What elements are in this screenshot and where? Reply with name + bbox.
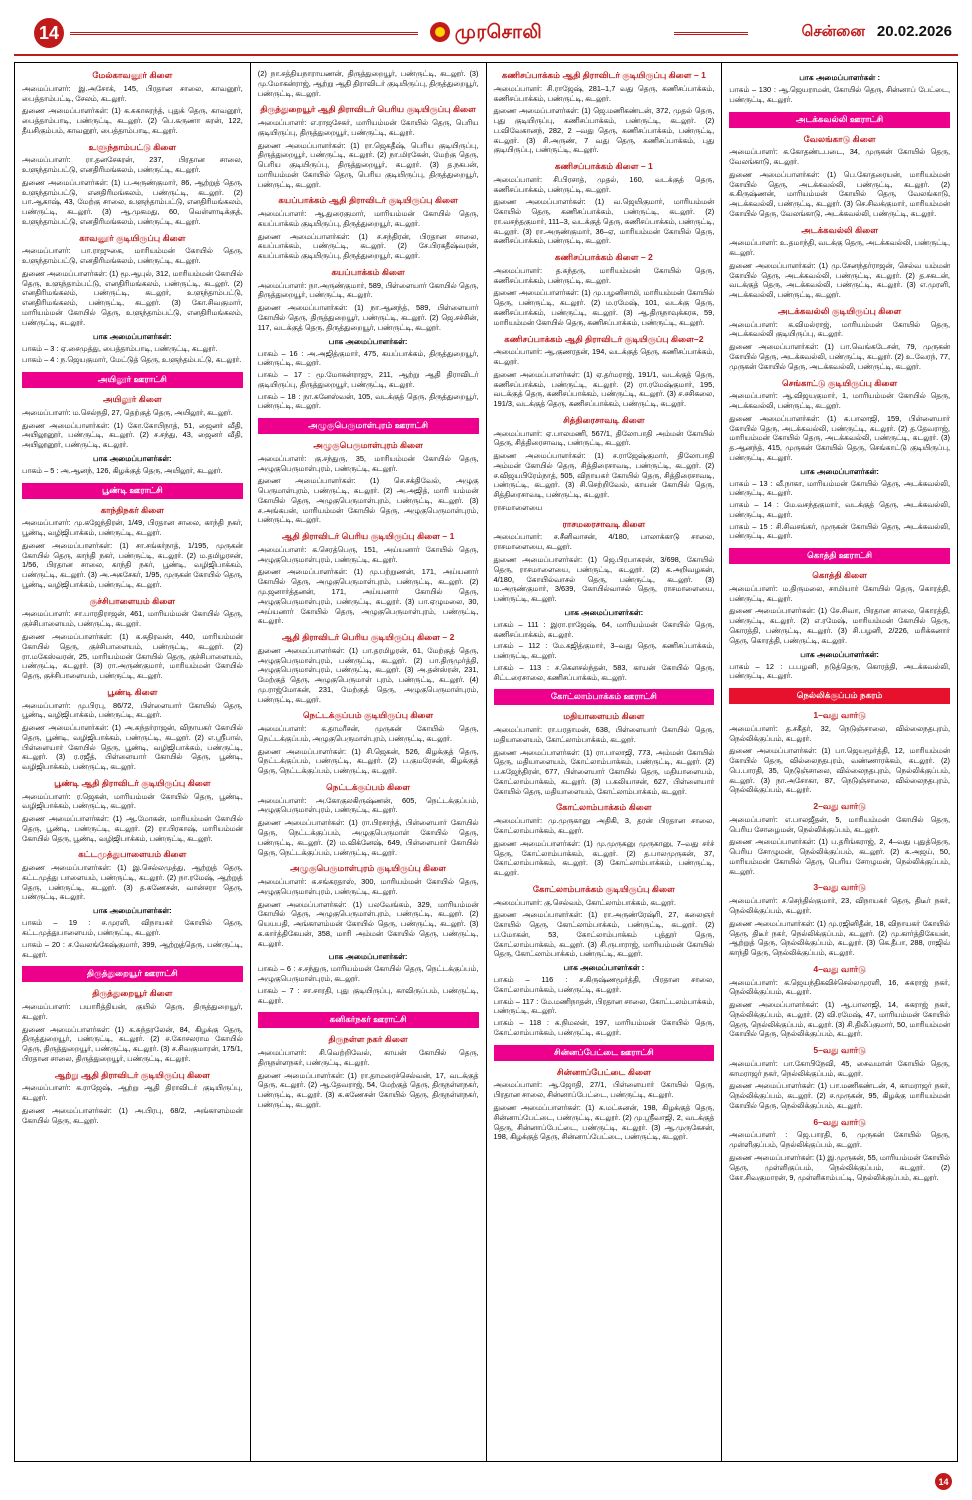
organizer-paragraph: அமைப்பாளர்: க.விமல்ராஜ், மாரியம்மன் கோயில் தெரு, அடக்கவல்லி குடியிருப்பு, கடலூர். [729,319,950,339]
organizer-paragraph: துணை அமைப்பாளர்கள்: (1) ரா.பிரசாந்த், பிள்ளையார் கோயில் தெரு, நெட்டக்குப்பம், அழுகுபெருமாள் கோயில் தெரு, பண்ருட்டி, கடலூர். (2) ம.விக்னேஷ், 649, பிள்ளையார் கோயில் தெரு, நெட்டக்குப்பம், பண்ருட்டி, கடலூர். [257,818,479,857]
ward-organizer-line: பாகம் – 14 : மே.வசந்தகுமார், வடக்குத் தெரு, அடக்கவல்லி, பண்ருட்டி, கடலூர். [729,500,950,519]
section-heading: காவனூர் குடியிருப்பு கிளை [79,232,186,243]
organizer-paragraph: துணை அமைப்பாளர்கள்: (1) ச.ராஜேஷ்குமார், திலோபாதி அம்மன் கோயில் தெரு, சித்திரைசாவடி, பண்ருட்டி, கடலூர். (2) ச.விஜயபிரேம்நாத், 505, விநாயகர் கோயில் தெரு, சித்திரைசாவடி, பண்ருட்டி, கடலூர். (3) சி.செற்றிவேல், காயன் கோயில் தெரு, சித்திரைசாவடி, பண்ருட்டி, கடலூர். [493,451,715,500]
section-heading: செங்காட்டு குடியிருப்பு கிளை [782,377,898,388]
organizer-paragraph: அமைப்பாளர்: பா.கோபிநேவி, 45, சைவமான் கோயில் தெரு, காமராஜர் நகர், நெல்லிக்குப்பம், கடலூர். [729,1058,950,1078]
ward-organizer-line: பாகம் – 12 : ப.பழனி, நடுத்தெரு, கொரத்தி, அடக்கவல்லி, பண்ருட்டி, கடலூர். [729,661,950,681]
organizer-paragraph: துணை அமைப்பாளர்கள்: (1) வ.ஜெயிகுமார், மாரியம்மன் கோயில் தெரு, கணிசப்பாக்கம், பண்ருட்டி, கடலூர். (2) ரா.வசந்தகுமார், 111–3, வடக்குத் தெரு, கணிசப்பாக்கம், பண்ருட்டி, கடலூர். (3) ரா.அருண்குமார், 36–ஏ, மாரியம்மன் கோயில் தெரு, கணிசப்பாக்கம், பண்ருட்டி, கடலூர். [493,197,715,246]
organizer-paragraph: துணை அமைப்பாளர்கள்: (1) ஏ.தர்மராஜ், 191/1, வடக்குத் தெரு, கணிசப்பாக்கம், பண்ருட்டி, கடலூர். (2) ரா.ரமேஷ்குமார், 195, வடக்குத் தெரு, கணிசப்பாக்கம், பண்ருட்டி, கடலூர். (3) ச.சசிகலை, 191/3, வடக்குத் தெரு, கணிசப்பாக்கம், பண்ருட்டி, கடலூர். [493,369,715,409]
column-2 [250,63,486,1461]
organizer-paragraph: துணை அமைப்பாளர்கள்: (1) மு.முருகனு முருகானு, 7–வது சர்ச் தெரு, கோட்லாம்பாக்கம், கடலூர். (2) த.பாலமுருகன், 37, கோட்லாம்பாக்கம், கடலூர். (3) கோட்லாம்பாக்கம், பண்ருட்டி, கடலூர். [493,838,715,878]
ward-organizer-line: பாகம் – 111 : இரா.ராஜேஷ், 64, மாரியம்மன் கோயில் தெரு, கணிசப்பாக்கம், கடலூர். [493,619,715,639]
ward-organizer-line: பாகம் – 16 : அ.அஜித்குமார், 475, கயப்பாக்கம், திருத்துறையூர், பண்ருட்டி, கடலூர். [257,348,479,368]
organizer-paragraph: துணை அமைப்பாளர்கள்: (1) பெ.கோதரையன், மாரியம்மன் கோயில் தெரு, அடக்கவல்லி, பண்ருட்டி, கடலூர். (2) க.கிருஷ்ணன், மாரியம்மன் கோயில் தெரு, வேலங்காடு, அடக்கவல்லி, பண்ருட்டி, கடலூர். (3) செ.சிவக்குமார், மாரியம்மன் கோயில் தெரு, வேலங்காடு, அடக்கவல்லி, பண்ருட்டி, கடலூர். [729,169,950,218]
ward-organizer-line: பாகம் – 7 : சா.சாரதி, புது குடியிருப்பு, காவிருப்பம், பண்ருட்டி, கடலூர். [257,985,479,1005]
organizer-paragraph: துணை அமைப்பாளர்கள்: (1) நா.ஆனந்த், 589, பிள்ளையார் கோயில் தெரு, திருத்துறையூர், பண்ருட்டி, கடலூர். (2) ஜெ.சச்சின், 117, வடக்குத் தெரு, திருத்துறையூர், பண்ருட்டி, கடலூர். [257,303,479,332]
organizer-paragraph: துணை அமைப்பாளர்கள்: (1) க.சுந்தரலேன், 84, கிழக்கு தெரு, திருத்துறையூர், பண்ருட்டி, கடலூர். (2) ச.கோசலராம கோயில் தெரு, திருத்துறையூர், பண்ருட்டி, கடலூர். (3) ச.சிவகுமாரன், 175/1, பிரதான சாலை, திருத்துறையூர், பண்ருட்டி, கடலூர். [22,1024,243,1063]
organizer-paragraph: துணை அமைப்பாளர்கள்: (1) க.மட்சுனன், 198, கிழக்குத் தெரு, சின்னாப்பேட்டை, பண்ருட்டி, கடலூர். (2) மு.ஸ்ரீவாஜி, 2, வடக்குத் தெரு, சின்னாப்பேட்டை, பண்ருட்டி, கடலூர். (3) ஆ.முருகேசன், 198, கிழக்குத் தெரு, சின்னாப்பேட்டை, பண்ருட்டி, கடலூர். [493,1103,715,1142]
section-heading: திருநள்ள நகர் கிளை [328,1034,408,1045]
organizer-paragraph: அமைப்பாளர்: க.ராஜேஷ், ஆற்று ஆதி திராவிடர் குடியிருப்பு, கடலூர். [22,1083,243,1103]
panchayat-banner-heading: அயிலூர் ஊராட்சி [22,372,243,388]
organizer-paragraph: அமைப்பாளர்: எ.பாலஜீதன், 5, மாரியம்மன் கோயில் தெரு, பெரிய சோழைமன், நெல்லிக்குப்பம், கடலூர். [729,814,950,834]
organizer-paragraph: அமைப்பாளர்: க.செரத்பெரு, 151, அய்யனார் கோயில் தெரு, அழுகுபெருமாள்புரம், பண்ருட்டி, கடலூர். [257,544,479,564]
organizer-paragraph: துணை அமைப்பாளர்கள்: (1) ரா.தாமரைச்செல்வன், 17, வடக்குத் தெரு, கடலூர். (2) ஆ.தேவராஜ், 54, மேற்குத் தெரு, திருநள்ளநகர், பண்ருட்டி, கடலூர். (3) க.கணேசன் கோயில் தெரு, திருநள்ளநகர், பண்ருட்டி, கடலூர். [257,1070,479,1109]
organizer-paragraph: துணை அமைப்பாளர்கள்: (1) க.சுகாசுரந்த், புதுக் தெரு, காவனூர், பைத்தாம்பாடி, பண்ருட்டி, கடலூர். (2) பெ.கருணா கரன், 122, தீயசிகும்பம், காவனூர், பைத்தாம்பாடி, கடலூர். [22,106,243,135]
footer-page-number: 14 [935,1473,952,1490]
ward-organizer-line: பாகம் – 5 : அ.ஆனந், 126, கிழக்குத் தெரு, அயிலூர், கடலூர். [22,465,223,475]
section-heading: ஆதி திராவிடர் பெரிய குடியிருப்பு கிளை – 2 [281,632,455,643]
ward-organizer-line: பாகம் – 17 : மூ.மோகன்ராஜு, 211, ஆற்று ஆதி திராவிடர் குடியிருப்பு, திருத்துறையூர், பண்ருட்டி, கடலூர். [257,370,479,389]
organizer-paragraph: துணை அமைப்பாளர்கள்: (1) ஆ.மோகன், மாரியம்மன் கோயில் தெரு, பூண்டி, பண்ருட்டி, கடலூர். (2) ரா.பிரகாஷ், மாரியம்மன் கோயில் தெரு, பூண்டி, வழிஜிபாக்கம், பண்ருட்டி, கடலூர். [22,814,243,843]
organizer-paragraph: அமைப்பாளர்: ரா.பரதாமன், 638, பிள்ளையார் கோயில் தெரு, மதியாளையம், கோட்லாம்பாக்கம், கடலூர். [493,725,715,744]
masthead [14,10,958,56]
organizer-paragraph: துணை அமைப்பாளர்கள்: (1) க.கதிரவன், 440, மாரியம்மன் கோயில் தெரு, குச்சிபாளையம், பண்ருட்டி, கடலூர். (2) ரா.மகேஸ்வரன், 25, மாரியம்மன் கோயில் தெரு, குச்சிபாளையம், பண்ருட்டி, கடலூர். (3) ரா.அருண்குமார், மாரியம்மன் கோயில் தெரு, குச்சிபாளையம், பண்ருட்டி, கடலூர். [22,631,243,681]
organizer-paragraph: அமைப்பாளர்: மு.கஜேந்திரன், 1/49, பிரதான சாலை, காந்தி நகர், பூண்டி, வழிஜிபாக்கம், பண்ருட்டி, கடலூர். [22,518,243,538]
section-heading: நெட்டக்குப்பம் கிளை [326,781,411,792]
panchayat-banner-heading: கனிகர்நகர் ஊராட்சி [258,1012,479,1028]
organizer-paragraph: அமைப்பாளர்: க.ஜெயந்திகவிச்செல்லமுரளி, 16, சுகராஜ் நகர், நெல்லிக்குப்பம், கடலூர். [729,977,950,997]
organizer-paragraph: அமைப்பாளர்: மு.முருகானு அதிகி, 3, தரன் பிரதான சாலை, கோட்லாம்பாக்கம், கடலூர். [493,816,715,835]
subsection-label: பாக அமைப்பாளர்கள்: [800,466,879,476]
section-heading: ஆற்று ஆதி திராவிடர் குடியிருப்பு கிளை [54,1069,211,1080]
organizer-paragraph: துணை அமைப்பாளர்கள்: (1) சே.சிவா, பிரதான சாலை, கொரத்தி, பண்ருட்டி, கடலூர். (2) எ.ரமேஷ், மாரியம்மன் கோயில் தெரு, கொரத்தி, பண்ருட்டி, கடலூர். (3) சி.பழனி, 2/226, மரிக்கனார் தெரு, கொரத்தி, பண்ருட்டி, கடலூர். [729,606,950,645]
section-heading: வேலங்காடு கிளை [803,133,876,144]
organizer-paragraph: துணை அமைப்பாளர்கள்: (1) இ.செல்லமுத்து, ஆற்றுத் தெரு, கட்டமுத்து பாளையம், பண்ருட்டி, கடலூர். (2) நா.ரமேஷ், ஆற்றுத் தெரு, பண்ருட்டி, கடலூர். (3) த.கணேசன், வான்சரா தெரு, பண்ருட்டி, கடலூர். [22,863,243,902]
organizer-paragraph: (2) நா.சத்தியநாராயணன், திருத்துறையூர், பண்ருட்டி, கடலூர். (3) மு.மோகன்ராஜ், ஆற்று ஆதி திராவிடர் குடியிருப்பு, திருத்துறையூர், பண்ருட்டி, கடலூர். [257,69,479,98]
organizer-paragraph: அமைப்பாளர்: ஆ.குணரதன், 194, வடக்குத் தெரு, கணிசப்பாக்கம், கடலூர். [493,347,715,367]
section-heading: குச்சிபாளையம் கிளை [89,595,176,606]
subsection-label: பாக அமைப்பாளர்கள்: [564,607,644,617]
organizer-paragraph: துணை அமைப்பாளர்கள்: (1) பலவேங்கம், 329, மாரியம்மன் கோயில் தெரு, அழுகுபெருமாள்புரம், பண்ருட்டி, கடலூர். (2) யெயபதி, அங்காளம்மன் கோயில் தெரு, பண்ருட்டி, கடலூர். (3) க.கார்த்திகேயன், 358, மாரி அம்மன் கோயில் தெரு, பண்ருட்டி, கடலூர். [257,899,479,948]
panchayat-banner-heading: அழுகுபெருமாள்புரம் ஊராட்சி [258,418,479,434]
organizer-paragraph: அமைப்பாளர்: ஏ.பாலமணி, 567/1, திலோபாதி அம்மன் கோயில் தெரு, சித்திரைசாவடி, பண்ருட்டி, கடலூர். [493,428,715,448]
panchayat-banner-heading: பூண்டி ஊராட்சி [22,483,243,499]
column-1 [15,63,250,1461]
organizer-paragraph: துணை அமைப்பாளர்கள்: (1) ச.சந்திரன், பிரதான சாலை, கயப்பாக்கம், பண்ருட்டி, கடலூர். (2) சே.பிரகதீஷ்வரன், கயப்பாக்கம் குடியிருப்பு, திருத்துறையூர், கடலூர். [257,231,479,261]
organizer-paragraph: துணை அமைப்பாளர்கள்: (1) ரா.ஜெகதீஷ், பெரிய குடியிருப்பு, திருத்துறையூர், பண்ருட்டி, கடலூர். (2) நா.மிரகேன், மேற்கு தெரு, பெரிய குடியிருப்பு, திருத்துறையூர், கடலூர். (3) த.நகபன், மாரியம்மன் கோயில் தெரு, பெரிய குடியிருப்பு, திருத்துறையூர், பண்ருட்டி, கடலூர். [257,140,479,189]
organizer-paragraph: துணை அமைப்பாளர்கள்: (1) ப.தரிங்கராஜ், 2, 4–வது புதுத்தெரு, பெரிய சோழுமன், நெல்லிக்குப்பம், கடலூர். (2) க.அஜய், 50, மாரியம்மன் கோயில் தெரு, பெரிய சோழுமன், நெல்லிக்குப்பம், கடலூர். [729,837,950,876]
section-heading: உளுந்தாம்பட்டு கிளை [88,141,177,152]
column-3 [486,63,722,1461]
organizer-paragraph: அமைப்பாளர்: ஆ.ஜோதி, 27/1, பிள்ளையார் கோயில் தெரு, பிரதான சாலை, சின்னாப்பேட்டை, பண்ருட்டி, கடலூர். [493,1080,715,1100]
section-heading: 2–வது வார்டு [813,801,866,812]
section-heading: பூண்டி கிளை [107,686,158,697]
ward-organizer-line: பாகம் – 15 : சி.சிவசங்கர், முருகன் கோயில் தெரு, அடக்கவல்லி, பண்ருட்டி, கடலூர். [729,521,950,541]
organizer-paragraph: துணை அமைப்பாளர்கள்: (1) மு.சேனந்தர்ராஜன், செல்வ யம்மன் கோயில் தெரு, அடக்கவல்லி, பண்ருட்டி, கடலூர். (2) த.சகடன், வடக்குத் தெரு, அடக்கவல்லி, பண்ருட்டி, கடலூர். (3) எ.முரளி, அடக்கவல்லி, பண்ருட்டி, கடலூர். [729,260,950,300]
organizer-paragraph: ராசமாளையை [493,502,543,512]
section-heading: திருத்துறையூர் கிளை [92,988,173,999]
section-heading: கயப்பாக்கம் ஆதி திராவிடர் குடியிருப்பு கிளை [278,195,458,206]
section-heading: கொத்தி கிளை [812,570,867,581]
organizer-paragraph: துணை அமைப்பாளர்கள்: (1) ஜெ.மணிகண்டன், 372, முதல் தெரு, புது குடியிருப்பு, கணிசப்பாக்கம், பண்ருட்டி, கடலூர். (2) ப.விவேகானந், 282, 2 –வது தெரு, கணிசப்பாக்கம், பண்ருட்டி, கடலூர். (3) சி.அருண், 7 வது தெரு, கணிசப்பாக்கம், புது குடியிருப்பு, பண்ருட்டி, கடலூர். [493,106,715,155]
organizer-paragraph: துணை அமைப்பாளர்கள்: (1) இ.முருகன், 55, மாரியம்மன் கோயில் தெரு, முள்ளிகுப்பம், நெல்லிக்குப்பம், கடலூர். (2) கோ.சிவகுமாரன், 9, முள்ளிகாம்பட்டி, நெல்லிக்குப்பம், கடலூர். [729,1152,951,1182]
section-heading: ராசமரைசாவடி கிளை [562,518,646,529]
organizer-paragraph: அமைப்பாளர்: அ.கோகுலகிருஷ்ணன், 605, நெட்டக்குப்பம், அழுகுபெருமாள்புரம், பண்ருட்டி, கடலூர். [257,795,479,815]
organizer-paragraph: அமைப்பாளர்: த.சகீதர், 32, நெடுஞ்சாலை, வில்லைநதபுரம், நெல்லிக்குப்பம், கடலூர். [729,723,950,743]
page-number-badge: 14 [34,18,64,48]
section-heading: கணிசப்பாக்கம் கிளை – 2 [554,252,653,263]
organizer-paragraph: அமைப்பாளர்: ம.திருமலை, சாமியார் கோயில் தெரு, கொரத்தி, பண்ருட்டி, கடலூர். [729,583,950,603]
panchayat-banner-heading: அடக்கவல்லி ஊராட்சி [729,112,950,128]
organizer-paragraph: அமைப்பாளர்: எ.ராஜசேகர், மாரியம்மன் கோயில் தெரு, பெரிய குடியிருப்பு, திருத்துறையூர், பண்ருட்டி, கடலூர். [257,118,479,137]
organizer-paragraph: துணை அமைப்பாளர்கள்: (1) பா.மணிகண்டன், 4, காமராஜர் நகர், நெல்லிக்குப்பம், கடலூர். (2) ச.முருகன், 95, கிழக்கு மாரியம்மன் கோயில் தெரு, நெல்லிக்குப்பம், கடலூர். [729,1081,950,1110]
organizer-paragraph: அமைப்பாளர்: ச.செந்தில்குமார், 23, விநாயகர் தெரு, திடீர் நகர், நெல்லிக்குப்பம், கடலூர். [729,896,950,915]
organizer-paragraph: அமைப்பாளர்: சி.பிரசாத், முதல், 160, வடக்குத் தெரு, கணிசப்பாக்கம், பண்ருட்டி, கடலூர். [493,174,715,194]
organizer-paragraph: துணை அமைப்பாளர்கள்: (1) ஜெ.பிரபாகரன், 3/698, கோயில் தெரு, ராசமாளையை, பண்ருட்டி, கடலூர். (2) க.அறிவழகன், 4/180, கோயில்வாசல் தெரு, பண்ருட்டி, கடலூர். (3) ம.அருண்குமார், 3/639, கோயில்வாசல் தெரு, ராசமாளையை, பண்ருட்டி, கடலூர். [493,554,715,604]
section-heading: கணிசப்பாக்கம் ஆதி திராவிடர் குடியிருப்பு கிளை – 1 [501,70,706,80]
organizer-paragraph: அமைப்பாளர்: ஆ.விஜயகுமார், 1, மாரியம்மன் கோயில் தெரு, அடக்கவல்லி, பண்ருட்டி, கடலூர். [729,391,950,411]
organizer-paragraph: அமைப்பாளர்: கு.செல்வம், கோட்லாம்பாக்கம், கடலூர். [493,897,676,907]
organizer-paragraph: துணை அமைப்பாளர்கள்: (1) அ.சுந்தர்ராஜன், விநாயகர் கோயில் தெரு, பூண்டி, வழிஜிபாக்கம், பண்ருட்டி, கடலூர். (2) எ.ஸ்ரீபால், பிள்ளையார் கோயில் தெரு, பூண்டி, வழிஜிபாக்கம், பண்ருட்டி, கடலூர். (3) ர.ரஜீத், பிள்ளையார் கோயில் தெரு, பூண்டி, வழிஜிபாக்கம், பண்ருட்டி, கடலூர். [22,723,243,772]
ward-organizer-line: பாகம் – 13 : வீ.நாகா, மாரியம்மன் கோயில் தெரு, அடக்கவல்லி, பண்ருட்டி, கடலூர். [729,478,950,498]
organizer-paragraph: துணை அமைப்பாளர்கள்: (1) மு.பற்றுணன், 171, அய்யனார் கோயில் தெரு, அழுகுபெருமாள்புரம், பண்ருட்டி, கடலூர். (2) மு.ஜனார்த்தனன், 171, அய்யனார் கோயில் தெரு, அழுகுபெருமாள்புரம், பண்ருட்டி, கடலூர். (3) பா.ஏழுமலை, 30, அய்யனார் கோயில் தெரு, அழுகுபெருமாள்புரம், பண்ருட்டி, கடலூர். [257,567,479,626]
organizer-paragraph: அமைப்பாளர்: கு.சந்துரு, 35, மாரியம்மன் கோயில் தெரு, அழுகுபெருமாள்புரம், பண்ருட்டி, கடலூர். [257,453,479,473]
organizer-paragraph: அமைப்பாளர் : ஜெ.பாரதி, 6, முருகன் கோயில் தெரு, முள்ளிகுப்பம், நெல்லிக்குப்பம், கடலூர். [729,1130,950,1150]
subsection-label: பாக அமைப்பாளர்கள்: [800,649,879,659]
organizer-paragraph: அமைப்பாளர்: பா.ராஜுகை, மாரியம்மன் கோயில் தெரு, உளுந்தாம்பட்டு, எனதிரிமங்கலம், பண்ருட்டி, கடலூர். [22,246,243,266]
section-heading: 3–வது வார்டு [813,882,866,893]
subsection-label: பாக அமைப்பாளர்கள் : [563,963,645,973]
section-heading: கணிசப்பாக்கம் ஆதி திராவிடர் குடியிருப்பு கிளை–2 [504,333,704,344]
section-heading: அழுகுபெருமாள்புரம் கிளை [313,440,423,451]
section-heading: அடக்கவல்லி கிளை [801,224,879,235]
ward-organizer-line: பாகம் – 113 : ச.கௌசல்ந்தன், 583, காயன் கோயில் தெரு, சிட்டரைசாலை, கணிசப்பாக்கம், கடலூர். [493,662,715,682]
section-heading: காந்திநகர் கிளை [100,504,165,515]
organizer-paragraph: அமைப்பாளர்: சா.பாரதிராஜன், 461, மாரியம்மன் கோயில் தெரு, குச்சிபாளையம், பண்ருட்டி, கடலூர். [22,609,243,629]
ward-organizer-line: பாகம் – 118 : க.நிமலன், 197, மாரியம்மன் கோயில் தெரு, கோட்லாம்பாக்கம், பண்ருட்டி, கடலூர். [493,1018,715,1037]
section-heading: 5–வது வார்டு [813,1045,866,1056]
section-heading: கட்டமுத்துபாளையம் கிளை [78,849,187,860]
edition-city: சென்னை [801,23,865,40]
section-heading: கோட்லாம்பாக்கம் குடியிருப்பு கிளை [532,883,675,894]
masthead-edition-info [802,23,952,42]
sun-logo-icon [430,22,450,42]
panchayat-banner-heading: திருத்துறையூர் ஊராட்சி [22,966,243,982]
subsection-label: பாக அமைப்பாளர்கள்: [93,453,172,463]
panchayat-banner-heading: கொத்தி ஊராட்சி [729,548,950,564]
ward-organizer-line: பாகம் – 18 : நா.கனேஸ்வன், 105, வடக்குத் தெரு, திருத்துறையூர், பண்ருட்டி, கடலூர். [257,391,479,411]
organizer-paragraph: அமைப்பாளர்: இ.அசோக், 145, பிரதான சாலை, காவனூர், பைத்தாம்பட்டி, சேலம், கடலூர். [22,83,243,103]
column-4 [721,63,957,1461]
subsection-label: பாக அமைப்பாளர்கள்: [328,952,408,962]
organizer-paragraph: அமைப்பாளர்: த.சுந்தரு, மாரியம்மன் கோயில் தெரு, கணிசப்பாக்கம், பண்ருட்டி, கடலூர். [493,265,715,285]
organizer-paragraph: துணை அமைப்பாளர்கள்: (1) ஆ.பாலாஜி, 14, சுகராஜ் நகர், நெல்லிக்குப்பம், கடலூர். (2) வி.ரமேஷ், 47, மாரியம்மன் கோயில் தெரு, நெல்லிக்குப்பம், கடலூர். (3) சி.திலீப்குமார், 50, மாரியம்மன் கோயில் தெரு, நெல்லிக்குப்பம், கடலூர். [729,1000,950,1039]
organizer-paragraph: துணை அமைப்பாளர்கள்: (1) ப.அருண்குமார், 86, ஆற்றுத் தெரு, உளுந்தாம்பட்டு, எனதிரிமங்கலம், பண்ருட்டி, கடலூர். (2) பா.ஆகாஷ், 43, மேற்கு சாலை, உளுந்தாம்பட்டு, எனதிரிமங்கலம், பண்ருட்டி, கடலூர். (3) ஆ.முகமது, 60, வெள்ளாடிக்குத், உளுந்தாம்பட்டு, எனதிரிமங்கலம், பண்ருட்டி, கடலூர். [22,177,243,226]
section-heading: அடக்கவல்லி குடியிருப்பு கிளை [778,305,902,316]
section-heading: கணிசப்பாக்கம் கிளை – 1 [554,161,653,172]
panchayat-banner-heading: சின்னப்பேட்டை ஊராட்சி [494,1045,715,1061]
organizer-paragraph: துணை அமைப்பாளர்கள்: (1) சா.சங்கர்நாத், 1/195, முருகன் கோயில் தெரு, காந்தி நகர், பண்ருட்டி, கடலூர். (2) ம.தமிழரசன், 1/56, பிரதான சாலை, காந்தி நகர், பூண்டி, வழிஜிபாக்கம், பண்ருட்டி, கடலூர். (3) அ.அகசேகர், 1/95, முருகன் கோயில் தெரு, பூண்டி, வழிஜிபாக்கம், பண்ருட்டி, கடலூர். [22,540,243,589]
panchayat-banner-heading: கோட்லாம்பாக்கம் ஊராட்சி [494,689,715,705]
ward-organizer-line: பாகம் – 130 : ஆ.ஜெயராமன், கோயில் தெரு, சின்னாப் பேட்டை, பண்ருட்டி, கடலூர். [729,85,950,104]
ward-organizer-line: பாகம் – 20 : ச.வேலங்கேஷ்குமார், 399, ஆற்றுத்தெரு, பண்ருட்டி, கடலூர். [22,939,243,959]
masthead-logo-text: முரசொலி [454,22,543,43]
section-heading: திருத்துறையூர் ஆதி திராவிடர் பெரிய குடியிருப்பு கிளை [260,104,476,115]
edition-date: 20.02.2026 [876,23,952,40]
ward-organizer-line: பாகம் – 19 : ச.முரளி, விநாயகர் கோயில் தெரு, கட்டமுத்துபாளையம், பண்ருட்டி, கடலூர். [22,918,243,938]
section-heading: 4–வது வார்டு [813,963,866,974]
organizer-paragraph: துணை அமைப்பாளர்கள்: (1) ரா.பாலாஜி, 773, அம்மன் கோயில் தெரு, மதியாளையம், கோட்லாம்பாக்கம், பண்ருட்டி, கடலூர். (2) ப.கஜேந்திரன், 677, பிள்ளையார் கோயில் தெரு, மதியாளையம், கோட்லாம்பாக்கம், கடலூர். (3) ப.கலியாசன், 627, பிள்ளையார் கோயில் தெரு, மதியாளையம், கோட்லாம்பாக்கம், கடலூர். [493,747,715,796]
organizer-paragraph: துணை அமைப்பாளர்கள்: (1) ரா.அருண்ரேஷ்ரி, 27, கலைஞர் கோயில் தெரு, கோட்லாம்பாக்கம், பண்ருட்டி, கடலூர். (2) ப.மோகன், 53, கோட்லாம்பாக்கம் புத்தூர் தெரு, கோட்லாம்பாக்கம், கடலூர். (3) சி.ருபாராஜ், மாரியம்மன் கோயில் தெரு, கோட்லாம்பாக்கம், பண்ருட்டி, கடலூர். [493,910,715,959]
section-heading: ஆதி திராவிடர் பெரிய குடியிருப்பு கிளை – 1 [281,531,455,542]
ward-organizer-line: பாகம் – 4 : ந.ஜெயகுமார், மேட்டுத் தெரு, உளுந்தம்பட்டு, கடலூர். [22,355,242,365]
organizer-paragraph: துணை அமைப்பாளர்கள்: (1) மு.ரஜினிதீன், 18, விநாயகர் கோயில் தெரு, திடீர் நகர், நெல்லிக்குப்பம், கடலூர். (2) மு.கார்த்திகேயன், ஆற்றுத் தெரு, நெல்லிக்குப்பம், கடலூர். (3) கெ.தீபா, 288, ராஜிவ் காந்தி தெரு, நெல்லிக்குப்பம், கடலூர். [729,918,950,958]
organizer-paragraph: அமைப்பாளர்: ர.ஜெகன், மாரியம்மன் கோயில் தெரு, பூண்டி, வழிஜிபாக்கம், பண்ருட்டி, கடலூர். [22,791,243,811]
section-heading: அழுகுபெருமாள்புரம் குடியிருப்பு கிளை [290,863,447,874]
section-heading: 6–வது வார்டு [813,1116,866,1127]
organizer-paragraph: துணை அமைப்பாளர்கள்: (1) மூ.ஆபுல், 312, மாரியம்மன் கோயில் தெரு, உளுந்தாம்பட்டு, எனதிரிமங்கலம், பண்ருட்டி, கடலூர். (2) எனதிரிமங்கலம், பண்ருட்டி, கடலூர், உளுந்தாம்பட்டு, எனதிரிமங்கலம், பண்ருட்டி, கடலூர். (3) கோ.சிவகுமார், மாரியம்மன் கோயில் தெரு, உளுந்தாம்பட்டு, எனதிரிமங்கலம், பண்ருட்டி, கடலூர். [22,268,243,327]
organizer-paragraph: துணை அமைப்பாளர்கள்: (1) அ.பிரபு, 68/2, அங்காளம்மன் கோயில் தெரு, கடலூர். [22,1105,243,1125]
organizer-paragraph: துணை அமைப்பாளர்கள்: (1) க.பாலாஜி, 159, பிள்ளையார் கோயில் தெரு, அடக்கவல்லி, பண்ருட்டி, கடலூர். (2) த.தேவராஜ், மாரியம்மன் கோயில் தெரு, அடக்கவல்லி, பண்ருட்டி, கடலூர். (3) த.ஆனந்த், 415, முருகன் கோயில் தெரு, செங்காட்டு குடியிருப்பு, பண்ருட்டி, கடலூர். [729,413,950,462]
organizer-paragraph: அமைப்பாளர்: உ.தமாந்தி, வடக்கு தெரு, அடக்கவல்லி, பண்ருட்டி, கடலூர். [729,238,950,258]
organizer-paragraph: அமைப்பாளர்: க.தாமரீசன், முருகன் கோயில் தெரு, நெட்டக்குப்பம், அழுகுபெருமாள்புரம், பண்ருட்டி, கடலூர். [257,724,479,743]
organizer-paragraph: அமைப்பாளர்: ஆ.துரைகுமார், மாரியம்மன் கோயில் தெரு, கயப்பாக்கம் குடியிருப்பு, திருத்துறையூர், கடலூர். [257,209,479,228]
section-heading: நெட்டக்குப்பம் குடியிருப்பு கிளை [302,710,434,721]
subsection-label: பாக அமைப்பாளர்கள்: [328,336,408,346]
ward-organizer-line: பாகம் – 6 : ச.சந்துரு, மாரியம்மன் கோயில் தெரு, நெட்டக்குப்பம், அழுகுபெருமாள்புரம், கடலூர். [257,964,479,984]
subsection-label: பாக அமைப்பாளர்கள்: [93,331,172,341]
article-columns [14,62,958,1462]
ward-organizer-line: பாகம் – 116 : ச.கிருஷ்ணமூர்த்தி, பிரதான சாலை, கோட்லாம்பாக்கம், பண்ருட்டி, கடலூர். [493,975,715,994]
organizer-paragraph: துணை அமைப்பாளர்கள்: (1) பா.வெங்கடேசன், 79, முருகன் கோயில் தெரு, அடக்கவல்லி, பண்ருட்டி, கடலூர். (2) உ.வேரந், 77, முருகன் கோயில் தெரு, அடக்கவல்லி, பண்ருட்டி, கடலூர். [729,342,950,371]
section-heading: அயிலூர் கிளை [103,394,162,405]
organizer-paragraph: அமைப்பாளர்: க.கோதண்டபடை, 34, முருகன் கோயில் தெரு, வேலங்காடு, கடலூர். [729,147,950,167]
subsection-label: பாக அமைப்பாளர்கள்: [93,906,172,916]
ward-organizer-line: பாகம் – 117 : மே.மணிநாதன், பிரதான சாலை, கோட்டலம்பாக்கம், பண்ருட்டி, கடலூர். [493,996,715,1016]
organizer-paragraph: அமைப்பாளர்: பயாரித்தியன், குயில் தெரு, திருத்துறையூர், கடலூர். [22,1002,243,1021]
organizer-paragraph: துணை அமைப்பாளர்கள்: (1) சி.ஜெகன், 526, கிழக்குத் தெரு, நெட்டக்குப்பம், பண்ருட்டி, கடலூர். (2) ப.குமரேசன், கிழக்குத் தெரு, நெட்டக்குப்பம், பண்ருட்டி, கடலூர். [257,746,479,776]
organizer-paragraph: அமைப்பாளர்: நா.அருண்குமார், 589, பிள்ளையார் கோயில் தெரு, திருத்துறையூர், பண்ருட்டி, கடலூர். [257,280,479,300]
organizer-paragraph: அமைப்பாளர்: ச.சீனிவாசன், 4/180, பாலாக்காடு சாலை, ராசமாளையை, கடலூர். [493,532,715,552]
subsection-label: பாக அமைப்பாளர்கள் : [799,73,880,82]
organizer-paragraph: துணை அமைப்பாளர்கள்: (1) பா.தரமிழரன், 61, மேற்குத் தெரு, அழுகுபெருமாள்புரம், பண்ருட்டி, கடலூர். (2) பா.திருமுர்த்தி, அழுகுபெருமாள்புரம், பண்ருட்டி, கடலூர். (3) அ.தன்ஸ்ரன், 231, மேற்குத் தெரு, அழுகுபெருமாள் புரம், பண்ருட்டி, கடலூர். (4) மு.ராஜ்மோகன், 231, மேற்குத் தெரு, அழுகுபெருமாள்புரம், பண்ருட்டி, கடலூர். [257,645,479,704]
organizer-paragraph: அமைப்பாளர்: ம.செல்நதி, 27, தெற்குத் தெரு, அயிலூர், கடலூர். [22,407,233,417]
organizer-paragraph: அமைப்பாளர்: மு.பிரபு, 86/72, பிள்ளையார் கோயில் தெரு, பூண்டி, வழிஜிபாக்கம், பண்ருட்டி, கடலூர். [22,700,243,720]
organizer-paragraph: அமைப்பாளர்: க.சங்கரதாஸ், 300, மாரியம்மன் கோயில் தெரு, அழுகுபெருமாள்புரம், பண்ருட்டி, கடலூர். [257,877,479,896]
organizer-paragraph: அமைப்பாளர்: ரா.தனசேகரன், 237, பிரதான சாலை, உளுந்தாம்பட்டு, எனதிரிமங்கலம், பண்ருட்டி, கடலூர். [22,155,243,175]
town-banner-heading: நெல்லிக்குப்பம் நகரம் [729,688,950,704]
organizer-paragraph: துணை அமைப்பாளர்கள்: (1) கோ.கோபிநாத், 51, ஜைனர் வீதி, அயிலூனூர், பண்ருட்டி, கடலூர். (2) ச.சந்து, 43, ஜைனர் வீதி, அயிலூனூர், பண்ருட்டி, கடலூர். [22,420,243,450]
section-heading: பூண்டி ஆதி திராவிடர் குடியிருப்பு கிளை [54,777,211,788]
organizer-paragraph: துணை அமைப்பாளர்கள்: (1) பா.ஜெயமூர்த்தி, 12, மாரியம்மன் கோயில் தெரு, வில்லைநதபுரம், வண்ணாரக்கம், கடலூர். (2) பெ.பாரதி, 35, நெடுஞ்சாலை, வில்லைநதபுரம், நெல்லிக்குப்பம், கடலூர். (3) நா.அசோகா, 87, நெடுஞ்சாலை, வில்லைநதபுரம், நெல்லிக்குப்பம், கடலூர். [729,746,950,795]
organizer-paragraph: அமைப்பாளர்: சி.ராஜேஷ், 281–1,7 வது தெரு, கணிசப்பாக்கம், கணிசப்பாக்கம், பண்ருட்டி, கடலூர். [493,83,715,103]
section-heading: மதியாளையம் கிளை [563,711,645,722]
section-heading: சித்திரைசாவடி கிளை [563,414,645,425]
section-heading: கயப்பாக்கம் கிளை [331,266,405,277]
section-heading: கோட்லாம்பாக்கம் கிளை [556,802,652,813]
ward-organizer-line: பாகம் – 3 : ஏ.சைமுத்து, பைத்தாம்பாடி, பண்ருட்டி, கடலூர். [22,343,218,353]
section-heading: 1–வது வார்டு [813,710,866,721]
organizer-paragraph: துணை அமைப்பாளர்கள்: (1) மு.பழனிசாமி, மாரியம்மன் கோயில் தெரு, பண்ருட்டி, கடலூர். (2) ம.ரமேஷ், 101, வடக்கு தெரு, கணிசப்பாக்கம், பண்ருட்டி, கடலூர். (3) ஆ.திருநாவுக்கரசு, 59, மாரியம்மன் கோயில் தெரு, கணிசப்பாக்கம், பண்ருட்டி, கடலூர். [493,288,715,327]
section-heading: மேல்காவனூர் கிளை [92,70,173,80]
organizer-paragraph: அமைப்பாளர்: சி.வெற்றிவேல், காயன் கோயில் தெரு, திருநள்ளநகர், பண்ருட்டி, கடலூர். [257,1048,479,1067]
organizer-paragraph: துணை அமைப்பாளர்கள்: (1) செ.சக்திவேல், அழுகு பெருமாள்புரம், பண்ருட்டி, கடலூர். (2) அ.அஜித், மாரி யம்மன் கோயில் தெரு, அழுகுபெருமாள்புரம், பண்ருட்டி, கடலூர். (3) ச.அங்கபன், மாரியம்மன் கோயில் தெரு, அழுகுபெருமாள்புரம், பண்ருட்டி, கடலூர். [257,476,479,525]
section-heading: சின்னாப்பேட்டை கிளை [556,1066,651,1077]
ward-organizer-line: பாகம் – 112 : மே.கஜித்குமார், 3–வது தெரு, கணிசப்பாக்கம், பண்ருட்டி, கடலூர். [493,641,715,661]
